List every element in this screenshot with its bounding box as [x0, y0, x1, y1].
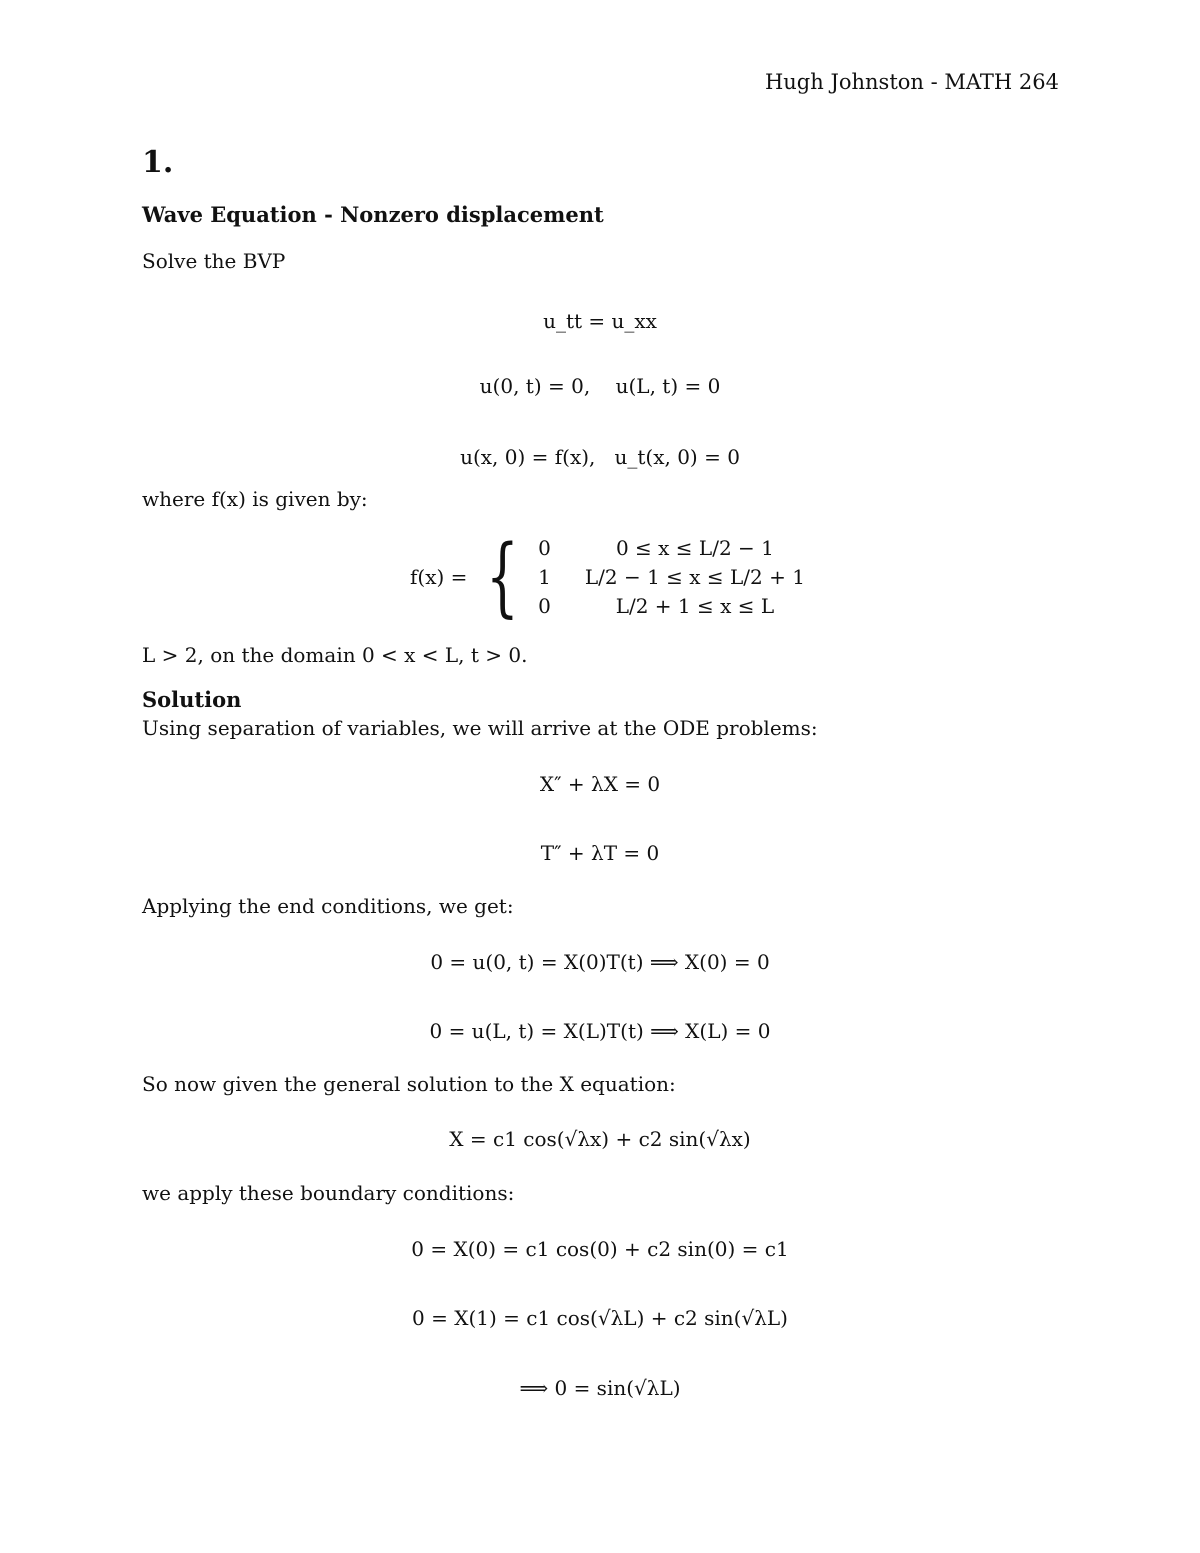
conclusion: ⟹ 0 = sin(√λL) [519, 1376, 681, 1400]
end-conditions-text: Applying the end conditions, we get: [142, 894, 514, 918]
piecewise-cases [538, 533, 805, 620]
piecewise-row [538, 533, 805, 562]
end-condition-right: 0 = u(L, t) = X(L)T(t) ⟹ X(L) = 0 [429, 1019, 771, 1043]
case-condition: L/2 + 1 ≤ x ≤ L [615, 593, 775, 618]
section-number: 1. [142, 145, 174, 180]
left-brace: { [486, 526, 520, 627]
problem-title: Wave Equation - Nonzero displacement [142, 202, 604, 227]
apply-text: we apply these boundary conditions: [142, 1181, 515, 1205]
page-header: Hugh Johnston - MATH 264 [764, 70, 1059, 94]
initial-conditions: u(x, 0) = f(x), u_t(x, 0) = 0 [460, 445, 740, 469]
case-value: 0 [538, 535, 551, 560]
general-solution-text: So now given the general solution to the X equation: [142, 1072, 676, 1096]
bc-evaluation-2: 0 = X(1) = c1 cos(√λL) + c2 sin(√λL) [412, 1306, 788, 1330]
case-value: 1 [538, 564, 551, 589]
general-solution: X = c1 cos(√λx) + c2 sin(√λx) [449, 1127, 751, 1151]
end-condition-left: 0 = u(0, t) = X(0)T(t) ⟹ X(0) = 0 [430, 950, 770, 974]
pde-equation: u_tt = u_xx [543, 309, 657, 333]
intro-text: Solve the BVP [142, 249, 286, 273]
case-value: 0 [538, 593, 551, 618]
separation-text: Using separation of variables, we will arrive at the ODE problems: [142, 716, 818, 740]
solution-heading: Solution [142, 687, 242, 712]
domain-text: L > 2, on the domain 0 < x < L, t > 0. [142, 643, 528, 667]
piecewise-lhs: f(x) = [410, 564, 468, 589]
case-condition: L/2 − 1 ≤ x ≤ L/2 + 1 [584, 564, 805, 589]
piecewise-row [538, 591, 805, 620]
case-condition: 0 ≤ x ≤ L/2 − 1 [615, 535, 774, 560]
piecewise-row [538, 562, 805, 591]
where-text: where f(x) is given by: [142, 487, 368, 511]
ode-x: X″ + λX = 0 [539, 772, 661, 796]
boundary-conditions: u(0, t) = 0, u(L, t) = 0 [479, 374, 721, 398]
piecewise-definition [410, 526, 805, 627]
bc-evaluation-1: 0 = X(0) = c1 cos(0) + c2 sin(0) = c1 [411, 1237, 789, 1261]
ode-t: T″ + λT = 0 [540, 841, 660, 865]
